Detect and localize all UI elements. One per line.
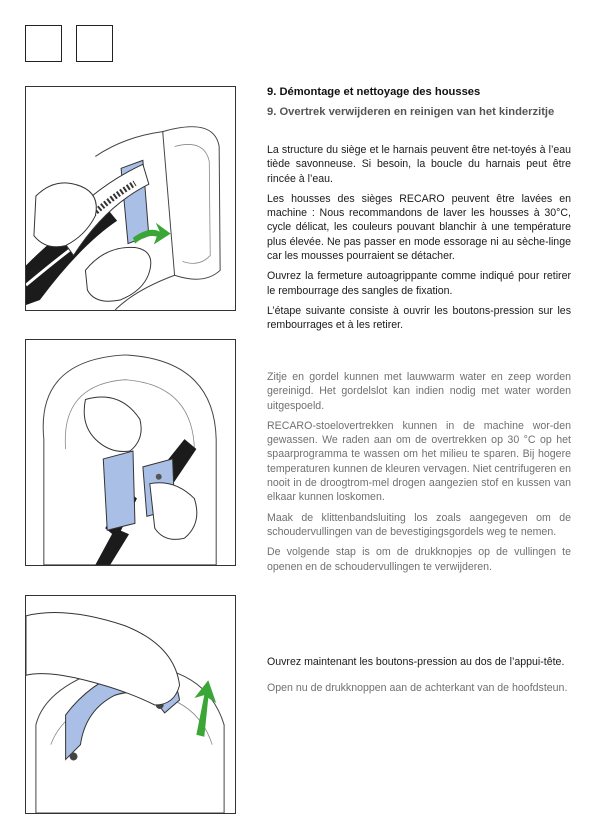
instructions-fr-1	[267, 143, 571, 333]
paragraph-nl: Maak de klittenbandsluiting los zoals aangegeven om de schoudervullingen van de bevestigingsgordels weg te nemen.	[267, 511, 571, 538]
corner-box-left	[25, 25, 62, 62]
paragraph-fr: La structure du siège et le harnais peuvent être net-toyés à l’eau tiède savonneuse. Si besoin, la boucle du harnais peut être rincée à l’eau.	[267, 144, 571, 185]
hand-right	[85, 247, 150, 301]
illustration-headrest-snaps	[25, 595, 236, 814]
paragraph-nl: Zitje en gordel kunnen met lauwwarm water en zeep worden gereinigd. Het gordelslot kan indien nodig met water worden uitgespoeld.	[267, 371, 571, 412]
corner-box-right	[76, 25, 113, 62]
instructions-headrest	[267, 655, 571, 696]
headrest-illustration-svg	[26, 596, 235, 813]
shoulder-pad-left	[103, 451, 135, 530]
illustration-pad-snap	[25, 339, 236, 566]
paragraph-fr: Les housses des sièges RECARO peuvent être lavées en machine : Nous recommandons de laver les housses à 30°C, cycle délicat, les couleurs pouvant blanchir à une température plus élevée. Ne pas passer en mode essorage ni au sèche-linge car les mousses pourraient se détacher.	[267, 192, 571, 263]
illustration-velcro-opening	[25, 86, 236, 311]
paragraph-fr: Ouvrez maintenant les boutons-pression au dos de l’appui-tête.	[267, 656, 565, 668]
title-fr: 9. Démontage et nettoyage des housses	[267, 86, 481, 98]
paragraph-fr: L’étape suivante consiste à ouvrir les boutons-pression sur les rembourrages et à les retirer.	[267, 304, 571, 332]
section-heading	[267, 85, 571, 119]
paragraph-nl: Open nu de drukknoppen aan de achterkant van de hoofdsteun.	[267, 682, 568, 695]
title-nl: 9. Overtrek verwijderen en reinigen van het kinderzitje	[267, 106, 555, 118]
paragraph-nl: De volgende stap is om de drukknopjes op de vullingen te openen en de schoudervullingen te verwijderen.	[267, 546, 571, 573]
paragraph-fr: Ouvrez la fermeture autoagrippante comme indiqué pour retirer le rembourrage des sangles de fixation.	[267, 270, 571, 297]
paragraph-nl: RECARO-stoelovertrekken kunnen in de machine wor-den gewassen. We raden aan om de overtrekken op 30 °C op het spaarprogramma te wassen om het milieu te sparen. Bij hogere temperaturen kunnen de kleuren vervagen. Niet centrifugeren en nooit in de droogtrom-mel drogen aangezien stof en kussen van elkaar kunnen loskomen.	[267, 419, 571, 504]
velcro-illustration-svg	[26, 87, 235, 310]
snap-illustration-svg	[26, 340, 235, 565]
instructions-nl-1	[267, 370, 571, 574]
